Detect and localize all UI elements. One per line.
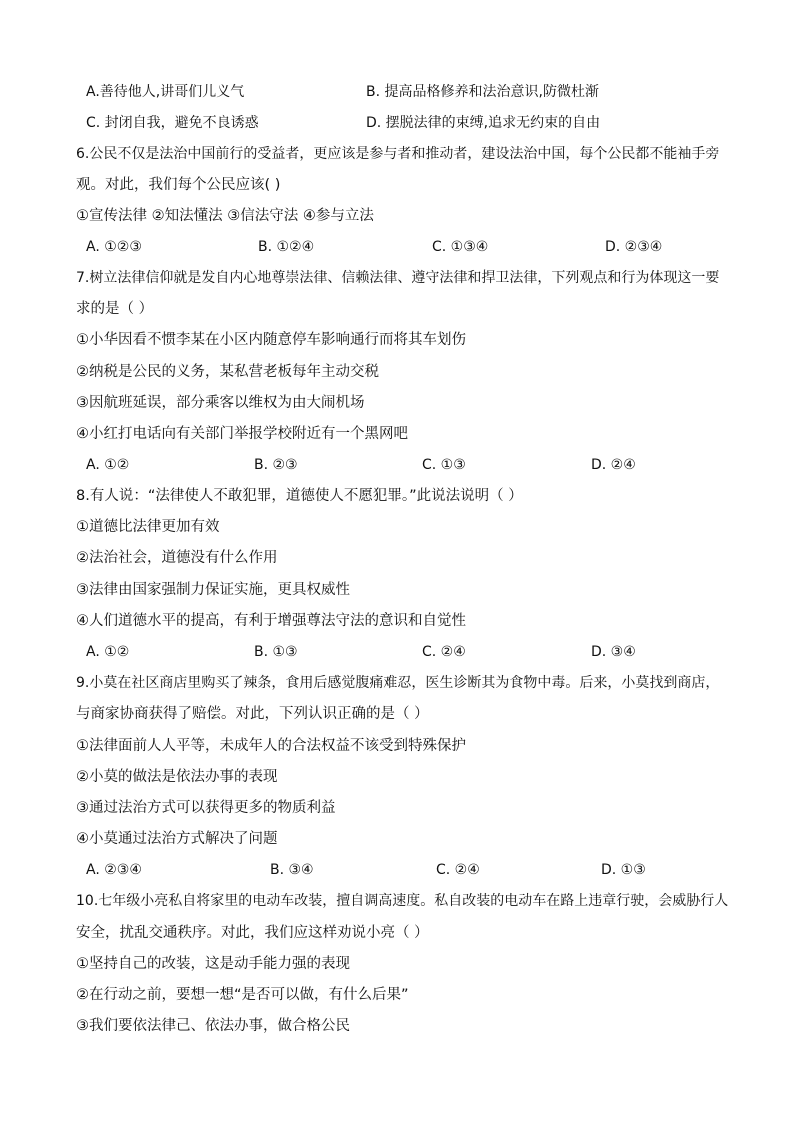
q7-stem-line1: 7.树立法律信仰就是发自内心地尊崇法律、信赖法律、遵守法律和捍卫法律，下列观点和行为体现这一要 [76, 270, 720, 286]
q9-item-3: ③通过法治方式可以获得更多的物质利益 [76, 800, 336, 816]
q6-option-a: A. ①②③ [86, 239, 142, 255]
q6-items: ①宣传法律 ②知法懂法 ③信法守法 ④参与立法 [76, 208, 374, 224]
q8-item-4: ④人们道德水平的提高，有利于增强尊法守法的意识和自觉性 [76, 613, 466, 629]
q8-option-b: B. ①③ [254, 644, 298, 660]
q9-option-d: D. ①③ [601, 862, 646, 878]
q7-item-2: ②纳税是公民的义务，某私营老板每年主动交税 [76, 364, 379, 380]
q6-option-b: B. ①②④ [258, 239, 315, 255]
q6-option-c: C. ①③④ [432, 239, 489, 255]
q8-option-c: C. ②④ [422, 644, 466, 660]
q8-item-2: ②法治社会，道德没有什么作用 [76, 550, 278, 566]
q5-option-d: D. 摆脱法律的束缚,追求无约束的自由 [366, 115, 601, 131]
q7-item-3: ③因航班延误，部分乘客以维权为由大闹机场 [76, 395, 365, 411]
q9-stem-line2: 与商家协商获得了赔偿。对此，下列认识正确的是（ ） [76, 706, 429, 722]
q10-stem-line1: 10.七年级小亮私自将家里的电动车改装，擅自调高速度。私自改装的电动车在路上违章行驶，会威胁行人 [76, 893, 729, 909]
q7-option-d: D. ②④ [591, 457, 636, 473]
q9-option-c: C. ②④ [436, 862, 480, 878]
q7-option-b: B. ②③ [254, 457, 298, 473]
q8-option-d: D. ③④ [591, 644, 636, 660]
q6-stem-line1: 6.公民不仅是法治中国前行的受益者，更应该是参与者和推动者，建设法治中国，每个公民都不能袖手旁 [76, 146, 720, 162]
q5-option-c: C. 封闭自我，避免不良诱惑 [86, 115, 259, 131]
q7-option-a: A. ①② [86, 457, 130, 473]
q8-item-3: ③法律由国家强制力保证实施，更具权威性 [76, 582, 350, 598]
q10-item-2: ②在行动之前，要想一想“是否可以做，有什么后果” [76, 987, 409, 1003]
q7-item-4: ④小红打电话向有关部门举报学校附近有一个黑网吧 [76, 426, 408, 442]
q10-item-1: ①坚持自己的改装，这是动手能力强的表现 [76, 956, 350, 972]
q9-stem-line1: 9.小莫在社区商店里购买了辣条，食用后感觉腹痛难忍，医生诊断其为食物中毒。后来，小莫找到商店， [76, 675, 720, 691]
q6-option-d: D. ②③④ [605, 239, 663, 255]
q9-item-2: ②小莫的做法是依法办事的表现 [76, 769, 278, 785]
q7-item-1: ①小华因看不惯李某在小区内随意停车影响通行而将其车划伤 [76, 332, 466, 348]
q10-item-3: ③我们要依法律己、依法办事，做合格公民 [76, 1018, 350, 1034]
q6-stem-line2: 观。对此，我们每个公民应该( ) [76, 177, 281, 193]
q10-stem-line2: 安全，扰乱交通秩序。对此，我们应这样劝说小亮（ ） [76, 925, 429, 941]
q7-stem-line2: 求的是（ ） [76, 301, 154, 317]
q8-stem-line1: 8.有人说：“法律使人不敢犯罪，道德使人不愿犯罪。”此说法说明（ ） [76, 488, 523, 504]
q9-item-1: ①法律面前人人平等，未成年人的合法权益不该受到特殊保护 [76, 738, 466, 754]
q9-option-a: A. ②③④ [86, 862, 142, 878]
q8-item-1: ①道德比法律更加有效 [76, 519, 220, 535]
q7-option-c: C. ①③ [422, 457, 466, 473]
q9-option-b: B. ③④ [270, 862, 314, 878]
q9-item-4: ④小莫通过法治方式解决了问题 [76, 831, 278, 847]
q5-option-a: A.善待他人,讲哥们儿义气 [86, 84, 245, 100]
q8-option-a: A. ①② [86, 644, 130, 660]
q5-option-b: B. 提高品格修养和法治意识,防微杜渐 [366, 84, 599, 100]
